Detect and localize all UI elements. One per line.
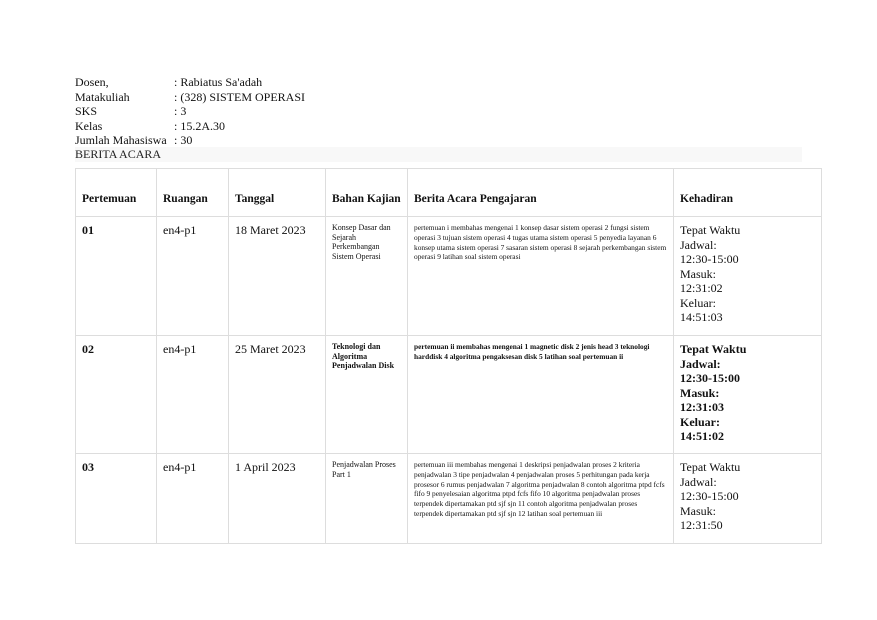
table-row: [76, 454, 822, 544]
cell-tanggal: 25 Maret 2023: [229, 336, 326, 454]
info-value: : 3: [174, 104, 187, 118]
attendance-line: Masuk:: [680, 503, 716, 518]
attendance-line: 12:30-15:00: [680, 371, 740, 385]
cell-kehadiran: [674, 336, 822, 454]
info-label: Dosen,: [75, 75, 109, 89]
attendance-status: Tepat Waktu: [680, 223, 741, 237]
attendance-line: 12:31:50: [680, 518, 723, 532]
attendance-line: 14:51:02: [680, 429, 724, 443]
info-row-matakuliah: [75, 90, 475, 105]
cell-pertemuan: 03: [76, 454, 157, 544]
cell-tanggal: 1 April 2023: [229, 454, 326, 544]
info-row-sks: [75, 104, 475, 119]
info-label: SKS: [75, 104, 98, 118]
info-value: : 30: [174, 133, 193, 147]
attendance-line: Jadwal:: [680, 356, 721, 371]
attendance-line: Masuk:: [680, 266, 716, 281]
cell-berita-acara: pertemuan ii membahas mengenai 1 magnetic disk 2 jenis head 3 teknologi harddisk 4 algoritma pengaksesan disk 5 latihan soal pertemuan ii: [408, 336, 674, 454]
attendance-line: Masuk:: [680, 385, 720, 400]
course-info: [75, 75, 475, 148]
cell-ruangan: en4-p1: [157, 336, 229, 454]
cell-pertemuan: 02: [76, 336, 157, 454]
table-row: [76, 336, 822, 454]
info-row-dosen: [75, 75, 475, 90]
table-row: [76, 217, 822, 336]
info-label: Matakuliah: [75, 89, 130, 104]
cell-berita-acara: pertemuan iii membahas mengenai 1 deskripsi penjadwalan proses 2 kriteria penjadwalan 3 tipe penjadwalan 4 penjadwalan proses 5 perhitungan pada kerja prosesor 6 rumus penjadwalan 7 algoritma penjadwalan 8 contoh algoritma ptpd fcfs fifo 9 penyelesaian algoritma ptpd fcfs fifo 10 algoritma penjadwalan proses terpendek dipertamakan ptd sjf sjn 11 contoh algoritma penjadwalan proses terpendek dipertamakan ptd sjf sjn 12 latihan soal pertemuan iii: [408, 454, 674, 544]
info-value: : Rabiatus Sa'adah: [174, 75, 263, 89]
attendance-line: Jadwal:: [680, 237, 717, 252]
cell-bahan-kajian: Teknologi dan Algoritma Penjadwalan Disk: [326, 336, 408, 454]
info-label: Jumlah Mahasiswa: [75, 133, 167, 147]
cell-bahan-kajian: Konsep Dasar dan Sejarah Perkembangan Sistem Operasi: [326, 217, 408, 336]
cell-tanggal: 18 Maret 2023: [229, 217, 326, 336]
cell-kehadiran: [674, 217, 822, 336]
attendance-line: Keluar:: [680, 295, 716, 310]
attendance-line: 12:31:02: [680, 281, 723, 295]
column-header-berita-acara: Berita Acara Pengajaran: [408, 169, 674, 217]
column-header-ruangan: Ruangan: [157, 169, 229, 217]
attendance-line: Jadwal:: [680, 474, 717, 489]
attendance-line: Keluar:: [680, 414, 720, 429]
berita-acara-table: [75, 168, 822, 544]
attendance-status: Tepat Waktu: [680, 342, 747, 356]
cell-berita-acara: pertemuan i membahas mengenai 1 konsep dasar sistem operasi 2 fungsi sistem operasi 3 tujuan sistem operasi 4 tugas utama sistem operasi 5 penyedia layanan 6 konsep utama sistem operasi 7 sasaran sistem operasi 8 sejarah perkembangan sistem operasi 9 latihan soal sistem operasi: [408, 217, 674, 336]
attendance-status: Tepat Waktu: [680, 460, 741, 474]
section-title: BERITA ACARA: [75, 147, 802, 162]
info-label: Kelas: [75, 118, 103, 133]
info-row-kelas: [75, 119, 475, 134]
cell-kehadiran: [674, 454, 822, 544]
cell-bahan-kajian: Penjadwalan Proses Part 1: [326, 454, 408, 544]
cell-ruangan: en4-p1: [157, 454, 229, 544]
column-header-kehadiran: Kehadiran: [674, 169, 822, 217]
column-header-tanggal: Tanggal: [229, 169, 326, 217]
info-row-jumlah-mahasiswa: [75, 133, 475, 148]
attendance-line: 12:31:03: [680, 400, 724, 414]
column-header-pertemuan: Pertemuan: [76, 169, 157, 217]
info-value: : 15.2A.30: [174, 118, 225, 133]
attendance-line: 12:30-15:00: [680, 489, 739, 503]
info-value: : (328) SISTEM OPERASI: [174, 89, 306, 104]
cell-ruangan: en4-p1: [157, 217, 229, 336]
attendance-line: 12:30-15:00: [680, 252, 739, 266]
cell-pertemuan: 01: [76, 217, 157, 336]
table-header-row: [76, 169, 822, 217]
attendance-line: 14:51:03: [680, 310, 723, 324]
column-header-bahan-kajian: Bahan Kajian: [326, 169, 408, 217]
